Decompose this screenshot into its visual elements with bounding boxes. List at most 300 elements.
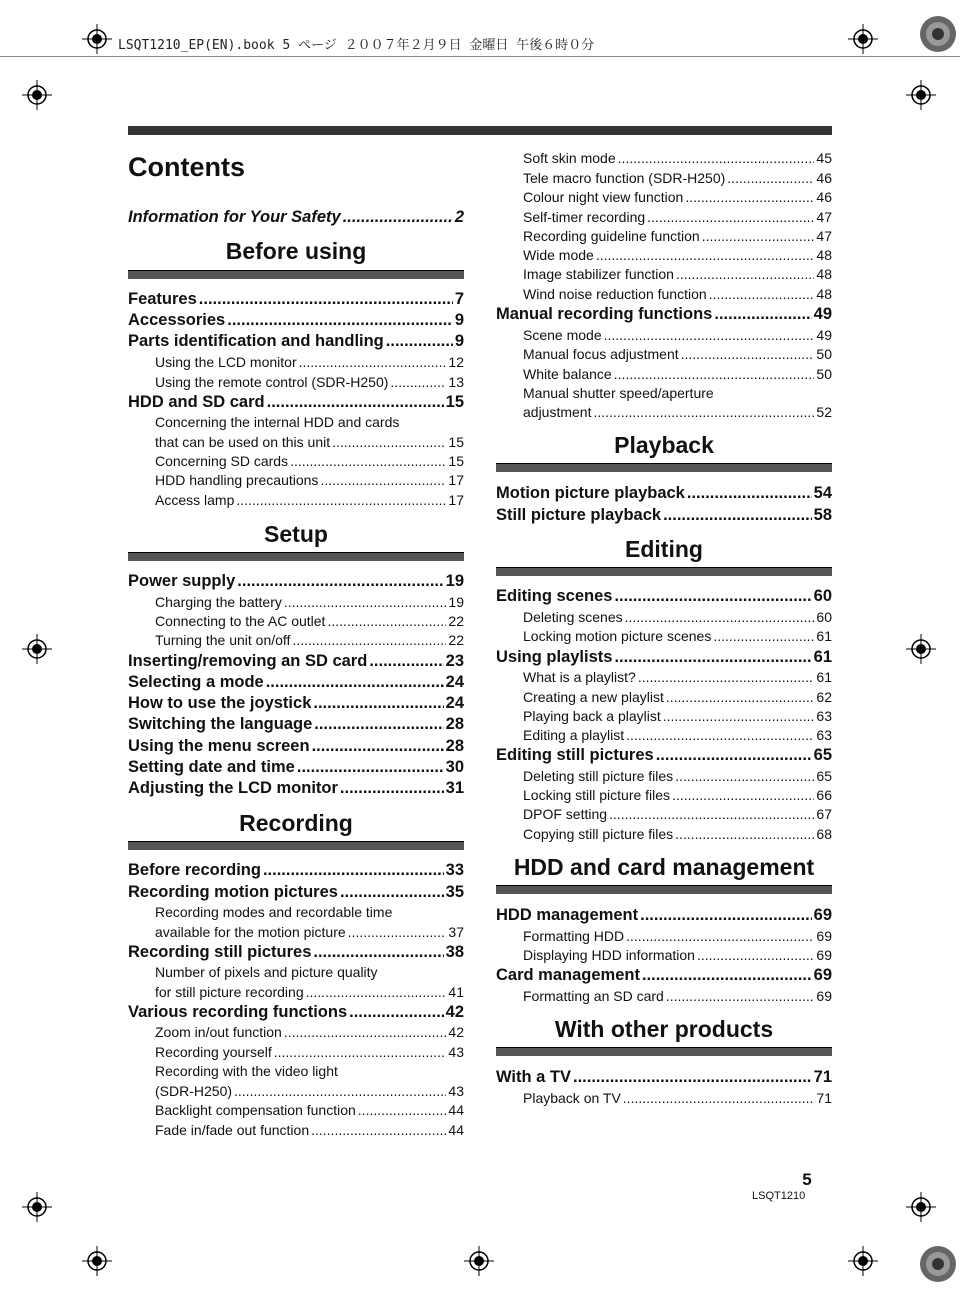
toc-entry[interactable] bbox=[128, 883, 464, 902]
toc-entry[interactable] bbox=[128, 1003, 464, 1022]
registration-mark-icon bbox=[848, 1246, 878, 1276]
toc-page: 50 bbox=[816, 346, 832, 362]
toc-page: 65 bbox=[813, 746, 832, 764]
leader-dots bbox=[623, 1090, 815, 1106]
toc-entry[interactable] bbox=[496, 150, 832, 166]
toc-entry[interactable] bbox=[128, 453, 464, 469]
toc-page: 71 bbox=[813, 1068, 832, 1086]
toc-entry[interactable] bbox=[496, 628, 832, 644]
section-bar bbox=[496, 885, 832, 894]
section-bar bbox=[128, 552, 464, 561]
leader-dots bbox=[313, 943, 443, 962]
toc-page: 15 bbox=[448, 453, 464, 469]
section-heading: With other products bbox=[554, 1016, 774, 1042]
toc-label: Parts identification and handling bbox=[128, 332, 384, 350]
toc-page: 28 bbox=[445, 715, 464, 733]
toc-entry[interactable] bbox=[128, 924, 464, 940]
toc-page: 43 bbox=[448, 1044, 464, 1060]
toc-label: Formatting HDD bbox=[523, 928, 625, 944]
leader-dots bbox=[343, 208, 453, 227]
toc-label: Editing still pictures bbox=[496, 746, 654, 764]
toc-label: Soft skin mode bbox=[523, 150, 616, 166]
leader-dots bbox=[358, 1102, 447, 1118]
leader-dots bbox=[340, 779, 444, 798]
toc-page: 58 bbox=[813, 506, 832, 524]
toc-page: 69 bbox=[816, 947, 832, 963]
leader-dots bbox=[676, 266, 814, 282]
toc-entry[interactable] bbox=[128, 492, 464, 508]
color-wheel-icon bbox=[918, 14, 958, 54]
toc-entry[interactable] bbox=[496, 609, 832, 625]
toc-label: Creating a new playlist bbox=[523, 689, 664, 705]
toc-entry[interactable] bbox=[496, 305, 832, 324]
leader-dots bbox=[314, 715, 443, 734]
toc-label: available for the motion picture bbox=[155, 924, 346, 940]
toc-page: 7 bbox=[454, 290, 464, 308]
toc-label: Switching the language bbox=[128, 715, 313, 733]
toc-entry[interactable] bbox=[496, 906, 832, 925]
toc-label-line: Concerning the internal HDD and cards bbox=[155, 414, 400, 430]
toc-label: Fade in/fade out function bbox=[155, 1122, 310, 1138]
toc-page: 68 bbox=[816, 826, 832, 842]
leader-dots bbox=[234, 1083, 446, 1099]
leader-dots bbox=[626, 727, 814, 743]
toc-entry[interactable] bbox=[496, 366, 832, 382]
toc-page: 60 bbox=[816, 609, 832, 625]
leader-dots bbox=[626, 928, 814, 944]
toc-entry[interactable] bbox=[128, 311, 464, 330]
toc-page: 45 bbox=[816, 150, 832, 166]
toc-page: 67 bbox=[816, 806, 832, 822]
toc-page: 69 bbox=[813, 906, 832, 924]
toc-entry[interactable] bbox=[128, 758, 464, 777]
toc-page: 2 bbox=[454, 208, 464, 226]
toc-label-line: Manual shutter speed/aperture bbox=[523, 385, 714, 401]
toc-page: 46 bbox=[816, 189, 832, 205]
toc-page: 61 bbox=[816, 669, 832, 685]
toc-entry[interactable] bbox=[128, 354, 464, 370]
section-heading: Editing bbox=[625, 536, 703, 562]
toc-entry[interactable] bbox=[128, 1102, 464, 1118]
toc-label: Access lamp bbox=[155, 492, 235, 508]
toc-label: Information for Your Safety bbox=[128, 208, 341, 226]
toc-entry[interactable] bbox=[496, 648, 832, 667]
toc-entry[interactable] bbox=[496, 484, 832, 503]
toc-entry[interactable] bbox=[128, 861, 464, 880]
registration-mark-icon bbox=[906, 1192, 936, 1222]
toc-entry[interactable] bbox=[128, 208, 464, 227]
toc-label: Accessories bbox=[128, 311, 226, 329]
toc-page: 23 bbox=[445, 652, 464, 670]
leader-dots bbox=[727, 170, 814, 186]
toc-label: Locking motion picture scenes bbox=[523, 628, 712, 644]
toc-label: Selecting a mode bbox=[128, 673, 264, 691]
toc-entry[interactable] bbox=[128, 737, 464, 756]
toc-entry[interactable] bbox=[496, 247, 832, 263]
toc-entry[interactable] bbox=[496, 189, 832, 205]
leader-dots bbox=[685, 189, 814, 205]
toc-entry[interactable] bbox=[128, 472, 464, 488]
leader-dots bbox=[640, 906, 812, 925]
leader-dots bbox=[675, 768, 814, 784]
leader-dots bbox=[663, 506, 812, 525]
toc-page: 62 bbox=[816, 689, 832, 705]
leader-dots bbox=[299, 354, 447, 370]
toc-entry[interactable] bbox=[496, 228, 832, 244]
leader-dots bbox=[614, 587, 811, 606]
toc-label: Recording yourself bbox=[155, 1044, 272, 1060]
toc-label: Recording guideline function bbox=[523, 228, 700, 244]
toc-entry[interactable] bbox=[496, 346, 832, 362]
toc-entry[interactable] bbox=[128, 673, 464, 692]
toc-entry[interactable] bbox=[496, 988, 832, 1004]
section-bar bbox=[496, 567, 832, 576]
leader-dots bbox=[349, 1003, 444, 1022]
toc-label: Adjusting the LCD monitor bbox=[128, 779, 338, 797]
toc-label: Scene mode bbox=[523, 327, 602, 343]
leader-dots bbox=[614, 366, 815, 382]
toc-label: that can be used on this unit bbox=[155, 434, 331, 450]
toc-page: 61 bbox=[816, 628, 832, 644]
page-title: Contents bbox=[128, 152, 245, 182]
toc-entry[interactable] bbox=[496, 826, 832, 842]
toc-entry[interactable] bbox=[496, 170, 832, 186]
leader-dots bbox=[327, 613, 446, 629]
toc-page: 17 bbox=[448, 492, 464, 508]
toc-entry[interactable] bbox=[496, 689, 832, 705]
toc-entry[interactable] bbox=[128, 374, 464, 390]
leader-dots bbox=[638, 669, 815, 685]
toc-page: 42 bbox=[448, 1024, 464, 1040]
toc-label: With a TV bbox=[496, 1068, 572, 1086]
section-heading: Setup bbox=[264, 521, 328, 547]
toc-page: 35 bbox=[445, 883, 464, 901]
toc-page: 54 bbox=[813, 484, 832, 502]
leader-dots bbox=[311, 1122, 446, 1138]
toc-page: 17 bbox=[448, 472, 464, 488]
toc-label: Before recording bbox=[128, 861, 261, 879]
toc-label: HDD management bbox=[496, 906, 639, 924]
toc-label: Using playlists bbox=[496, 648, 613, 666]
registration-mark-icon bbox=[464, 1246, 494, 1276]
toc-label: Self-timer recording bbox=[523, 209, 646, 225]
toc-label: Tele macro function (SDR-H250) bbox=[523, 170, 726, 186]
toc-entry[interactable] bbox=[496, 286, 832, 302]
toc-page: 46 bbox=[816, 170, 832, 186]
toc-page: 15 bbox=[445, 393, 464, 411]
toc-label: Playback on TV bbox=[523, 1090, 621, 1106]
toc-page: 24 bbox=[445, 673, 464, 691]
toc-page: 61 bbox=[813, 648, 832, 666]
toc-label: Using the remote control (SDR-H250) bbox=[155, 374, 389, 390]
toc-page: 69 bbox=[816, 928, 832, 944]
leader-dots bbox=[199, 290, 453, 309]
registration-mark-icon bbox=[906, 634, 936, 664]
toc-label: adjustment bbox=[523, 404, 592, 420]
toc-page: 22 bbox=[448, 613, 464, 629]
toc-label: Formatting an SD card bbox=[523, 988, 664, 1004]
section-bar bbox=[128, 270, 464, 279]
leader-dots bbox=[593, 404, 814, 420]
toc-page: 9 bbox=[454, 311, 464, 329]
leader-dots bbox=[681, 346, 815, 362]
toc-page: 12 bbox=[448, 354, 464, 370]
leader-dots bbox=[227, 311, 453, 330]
toc-entry[interactable] bbox=[496, 404, 832, 420]
toc-page: 63 bbox=[816, 708, 832, 724]
toc-page: 66 bbox=[816, 787, 832, 803]
toc-page: 30 bbox=[445, 758, 464, 776]
toc-label: How to use the joystick bbox=[128, 694, 312, 712]
registration-mark-icon bbox=[22, 80, 52, 110]
toc-label: Connecting to the AC outlet bbox=[155, 613, 326, 629]
toc-entry[interactable] bbox=[128, 434, 464, 450]
registration-mark-icon bbox=[848, 24, 878, 54]
toc-entry[interactable] bbox=[128, 572, 464, 591]
leader-dots bbox=[656, 746, 812, 765]
leader-dots bbox=[614, 648, 811, 667]
toc-entry[interactable] bbox=[496, 266, 832, 282]
toc-entry[interactable] bbox=[496, 727, 832, 743]
toc-page: 69 bbox=[816, 988, 832, 1004]
toc-entry[interactable] bbox=[128, 652, 464, 671]
toc-label: Displaying HDD information bbox=[523, 947, 695, 963]
toc-label: HDD and SD card bbox=[128, 393, 265, 411]
toc-entry[interactable] bbox=[496, 947, 832, 963]
toc-entry[interactable] bbox=[128, 594, 464, 610]
section-heading: Recording bbox=[239, 810, 353, 836]
leader-dots bbox=[332, 434, 446, 450]
toc-label: Setting date and time bbox=[128, 758, 295, 776]
toc-page: 13 bbox=[448, 374, 464, 390]
leader-dots bbox=[320, 472, 446, 488]
toc-entry[interactable] bbox=[496, 787, 832, 803]
leader-dots bbox=[348, 924, 447, 940]
toc-entry[interactable] bbox=[496, 746, 832, 765]
toc-entry[interactable] bbox=[128, 715, 464, 734]
toc-entry[interactable] bbox=[496, 209, 832, 225]
leader-dots bbox=[290, 453, 446, 469]
toc-entry[interactable] bbox=[128, 984, 464, 1000]
toc-page: 65 bbox=[816, 768, 832, 784]
toc-label: Colour night view function bbox=[523, 189, 684, 205]
file-header: LSQT1210_EP(EN).book 5 ページ ２００７年２月９日 金曜日 午後６時０分 bbox=[118, 38, 595, 53]
toc-page: 50 bbox=[816, 366, 832, 382]
registration-mark-icon bbox=[82, 24, 112, 54]
leader-dots bbox=[386, 332, 453, 351]
toc-label-line: Recording with the video light bbox=[155, 1063, 338, 1079]
toc-entry[interactable] bbox=[128, 393, 464, 412]
leader-dots bbox=[236, 492, 446, 508]
leader-dots bbox=[312, 737, 444, 756]
toc-entry[interactable] bbox=[128, 613, 464, 629]
toc-label: Inserting/removing an SD card bbox=[128, 652, 368, 670]
section-bar bbox=[496, 463, 832, 472]
contents-left-column bbox=[128, 0, 464, 1160]
section-heading: HDD and card management bbox=[513, 854, 815, 880]
toc-label: DPOF setting bbox=[523, 806, 608, 822]
toc-page: 41 bbox=[448, 984, 464, 1000]
toc-entry[interactable] bbox=[496, 708, 832, 724]
toc-label: Manual recording functions bbox=[496, 305, 713, 323]
leader-dots bbox=[306, 984, 447, 1000]
leader-dots bbox=[274, 1044, 447, 1060]
toc-label: Manual focus adjustment bbox=[523, 346, 679, 362]
leader-dots bbox=[596, 247, 815, 263]
toc-label: Image stabilizer function bbox=[523, 266, 674, 282]
leader-dots bbox=[313, 694, 443, 713]
toc-label: Using the menu screen bbox=[128, 737, 310, 755]
toc-entry[interactable] bbox=[496, 587, 832, 606]
toc-page: 47 bbox=[816, 209, 832, 225]
toc-entry[interactable] bbox=[496, 669, 832, 685]
toc-entry[interactable] bbox=[496, 966, 832, 985]
toc-page: 49 bbox=[816, 327, 832, 343]
color-wheel-icon bbox=[918, 1244, 958, 1284]
toc-page: 19 bbox=[445, 572, 464, 590]
toc-label: Turning the unit on/off bbox=[155, 632, 291, 648]
toc-label: Wind noise reduction function bbox=[523, 286, 707, 302]
leader-dots bbox=[292, 632, 446, 648]
toc-label: Recording motion pictures bbox=[128, 883, 338, 901]
toc-label: What is a playlist? bbox=[523, 669, 636, 685]
toc-label: Power supply bbox=[128, 572, 236, 590]
leader-dots bbox=[702, 228, 815, 244]
page-code: LSQT1210 bbox=[752, 1190, 806, 1202]
leader-dots bbox=[714, 305, 811, 324]
toc-page: 9 bbox=[454, 332, 464, 350]
toc-label: Charging the battery bbox=[155, 594, 282, 610]
toc-entry[interactable] bbox=[128, 1024, 464, 1040]
leader-dots bbox=[697, 947, 814, 963]
toc-label-line: Number of pixels and picture quality bbox=[155, 964, 378, 980]
toc-label: White balance bbox=[523, 366, 612, 382]
toc-label: for still picture recording bbox=[155, 984, 304, 1000]
toc-page: 28 bbox=[445, 737, 464, 755]
leader-dots bbox=[390, 374, 446, 390]
toc-label: Locking still picture files bbox=[523, 787, 671, 803]
leader-dots bbox=[675, 826, 814, 842]
leader-dots bbox=[263, 861, 444, 880]
toc-entry[interactable] bbox=[496, 768, 832, 784]
leader-dots bbox=[642, 966, 812, 985]
contents-right-column bbox=[496, 0, 832, 1160]
toc-entry[interactable] bbox=[128, 943, 464, 962]
toc-page: 69 bbox=[813, 966, 832, 984]
toc-entry[interactable] bbox=[128, 1044, 464, 1060]
toc-entry[interactable] bbox=[496, 1090, 832, 1106]
leader-dots bbox=[604, 327, 815, 343]
registration-mark-icon bbox=[22, 1192, 52, 1222]
toc-page: 43 bbox=[448, 1083, 464, 1099]
toc-page: 33 bbox=[445, 861, 464, 879]
toc-page: 48 bbox=[816, 247, 832, 263]
toc-label: Zoom in/out function bbox=[155, 1024, 282, 1040]
toc-page: 60 bbox=[813, 587, 832, 605]
toc-label: HDD handling precautions bbox=[155, 472, 319, 488]
leader-dots bbox=[267, 393, 444, 412]
registration-mark-icon bbox=[906, 80, 936, 110]
toc-label: Backlight compensation function bbox=[155, 1102, 356, 1118]
toc-entry[interactable] bbox=[128, 632, 464, 648]
toc-entry[interactable] bbox=[128, 332, 464, 351]
toc-page: 31 bbox=[445, 779, 464, 797]
toc-entry[interactable] bbox=[496, 327, 832, 343]
toc-entry[interactable] bbox=[128, 1083, 464, 1099]
registration-mark-icon bbox=[82, 1246, 112, 1276]
toc-label: (SDR-H250) bbox=[155, 1083, 233, 1099]
toc-label: Recording still pictures bbox=[128, 943, 312, 961]
leader-dots bbox=[666, 988, 815, 1004]
toc-page: 48 bbox=[816, 266, 832, 282]
leader-dots bbox=[709, 286, 815, 302]
section-bar bbox=[128, 841, 464, 850]
toc-entry[interactable] bbox=[128, 290, 464, 309]
toc-entry[interactable] bbox=[128, 779, 464, 798]
toc-page: 22 bbox=[448, 632, 464, 648]
leader-dots bbox=[284, 594, 447, 610]
toc-page: 48 bbox=[816, 286, 832, 302]
toc-entry[interactable] bbox=[496, 928, 832, 944]
leader-dots bbox=[687, 484, 812, 503]
leader-dots bbox=[573, 1068, 812, 1087]
toc-entry[interactable] bbox=[496, 1068, 832, 1087]
toc-label: Concerning SD cards bbox=[155, 453, 289, 469]
leader-dots bbox=[713, 628, 814, 644]
toc-page: 63 bbox=[816, 727, 832, 743]
leader-dots bbox=[369, 652, 443, 671]
toc-label: Using the LCD monitor bbox=[155, 354, 297, 370]
toc-label: Various recording functions bbox=[128, 1003, 348, 1021]
toc-label-line: Recording modes and recordable time bbox=[155, 904, 393, 920]
leader-dots bbox=[237, 572, 443, 591]
toc-label: Editing scenes bbox=[496, 587, 613, 605]
toc-label: Copying still picture files bbox=[523, 826, 674, 842]
leader-dots bbox=[672, 787, 814, 803]
toc-label: Playing back a playlist bbox=[523, 708, 661, 724]
toc-label: Deleting still picture files bbox=[523, 768, 674, 784]
toc-page: 44 bbox=[448, 1102, 464, 1118]
registration-mark-icon bbox=[22, 634, 52, 664]
toc-page: 42 bbox=[445, 1003, 464, 1021]
toc-page: 71 bbox=[816, 1090, 832, 1106]
leader-dots bbox=[297, 758, 444, 777]
toc-page: 47 bbox=[816, 228, 832, 244]
toc-label: Deleting scenes bbox=[523, 609, 623, 625]
toc-label: Card management bbox=[496, 966, 640, 984]
leader-dots bbox=[340, 883, 444, 902]
leader-dots bbox=[618, 150, 815, 166]
toc-page: 15 bbox=[448, 434, 464, 450]
leader-dots bbox=[647, 209, 814, 225]
leader-dots bbox=[625, 609, 815, 625]
leader-dots bbox=[284, 1024, 447, 1040]
leader-dots bbox=[266, 673, 444, 692]
toc-page: 52 bbox=[816, 404, 832, 420]
toc-label: Editing a playlist bbox=[523, 727, 625, 743]
leader-dots bbox=[666, 689, 815, 705]
toc-entry[interactable] bbox=[128, 1122, 464, 1138]
toc-page: 19 bbox=[448, 594, 464, 610]
toc-entry[interactable] bbox=[496, 506, 832, 525]
section-heading: Playback bbox=[614, 432, 714, 458]
section-heading: Before using bbox=[225, 238, 367, 264]
leader-dots bbox=[663, 708, 815, 724]
toc-entry[interactable] bbox=[496, 806, 832, 822]
toc-entry[interactable] bbox=[128, 694, 464, 713]
leader-dots bbox=[609, 806, 814, 822]
toc-page: 49 bbox=[813, 305, 832, 323]
